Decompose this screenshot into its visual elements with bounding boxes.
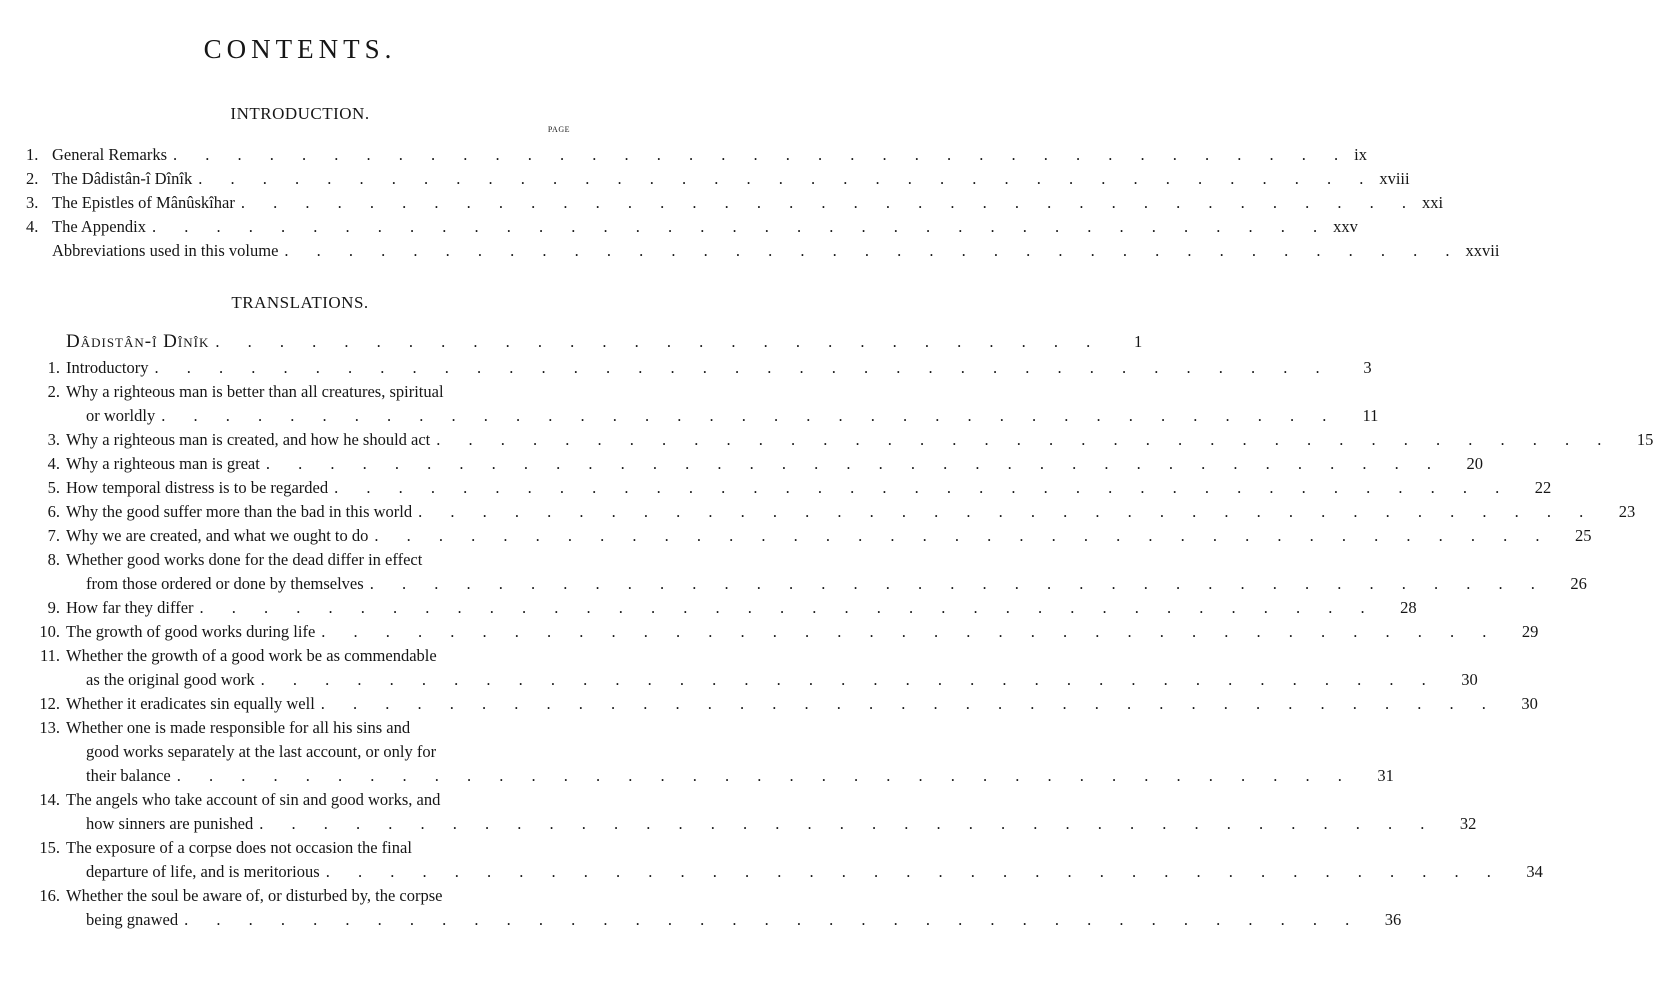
entry-title-line: Whether it eradicates sin equally well	[66, 694, 315, 713]
entry-number: 16.	[39, 886, 60, 905]
entry-title-line: Whether the soul be aware of, or disturbed by, the corpse	[66, 886, 443, 905]
entry-title-line: or worldly	[86, 406, 156, 425]
entry-number: 5.	[47, 478, 60, 497]
entry-page-number: xxvii	[1465, 241, 1500, 260]
toc-entry[interactable]	[26, 476, 1552, 500]
entry-number: 4.	[47, 454, 60, 473]
leader-dots: . . . . . . . . . . . . . . . . . . . . . . . . . . . . . . . . . . . . .	[240, 193, 1418, 212]
translations-heading: TRANSLATIONS.	[231, 293, 369, 312]
entry-number: 7.	[47, 526, 60, 545]
entry-title-line: Why a righteous man is created, and how he should act	[66, 430, 431, 449]
entry-number: 4.	[26, 217, 39, 236]
entry-title-line: how sinners are punished	[86, 814, 254, 833]
toc-entry[interactable]	[26, 143, 1367, 167]
entry-number: 9.	[47, 598, 60, 617]
entry-title-line: Whether one is made responsible for all his sins and	[66, 718, 411, 737]
entry-title: General Remarks	[52, 145, 167, 164]
entry-page-number: 29	[1521, 622, 1539, 641]
leader-dots: . . . . . . . . . . . . . . . . . . . . . . . . . . . . . . . . . . . . .	[369, 574, 1547, 593]
toc-entry[interactable]	[26, 716, 1394, 788]
leader-dots: . . . . . . . . . . . . . . . . . . . . . . . . . . . . . . . . . . . . .	[161, 406, 1339, 425]
entry-title-line: How far they differ	[66, 598, 194, 617]
leader-dots: . . . . . . . . . . . . . . . . . . . . . . . . . . . . . . . . . . . . .	[265, 454, 1443, 473]
leader-dots: . . . . . . . . . . . . . . . . . . . . . . . . . . . . . . . . . . . . .	[284, 241, 1462, 260]
toc-entry[interactable]	[26, 548, 1587, 596]
toc-entry[interactable]	[26, 356, 1372, 380]
toc-entry[interactable]	[26, 452, 1483, 476]
entry-number: 2.	[47, 382, 60, 401]
leader-dots: . . . . . . . . . . . . . . . . . . . . . . . . . . . . . . . . . . . . .	[260, 670, 1438, 689]
toc-entry[interactable]	[26, 884, 1402, 932]
page-column-label: PAGE	[547, 125, 570, 134]
leader-dots: . . . . . . . . . . . . . . . . . . . . . . . . . . . . . . . . . . . . .	[320, 694, 1498, 713]
toc-entry[interactable]	[26, 500, 1636, 524]
entry-number: 11.	[39, 646, 60, 665]
entry-title-line: Why a righteous man is great	[66, 454, 260, 473]
entry-title-line: as the original good work	[86, 670, 255, 689]
entry-number: 3.	[47, 430, 60, 449]
page-title: CONTENTS.	[203, 34, 397, 64]
entry-title: The Epistles of Mânûskîhar	[52, 193, 235, 212]
leader-dots: . . . . . . . . . . . . . . . . . . . . . . . . . . . . . . . . . . . . .	[151, 217, 1330, 236]
entry-number: 8.	[47, 550, 60, 569]
entry-page-number: xxi	[1421, 193, 1444, 212]
leader-dots: . . . . . . . . . . . . . . . . . . . . . . . . . . . . . . . . . . . . .	[199, 598, 1377, 617]
book-page-number: 1	[1133, 332, 1143, 351]
leader-dots: . . . . . . . . . . . . . . . . . . . . . . . . . . . . . . . . . . . . .	[176, 766, 1354, 785]
entry-title: The Dâdistân-î Dînîk	[52, 169, 193, 188]
entry-number: 1.	[47, 358, 60, 377]
entry-number: 2.	[26, 169, 39, 188]
toc-entry[interactable]	[26, 788, 1477, 836]
entry-number: 13.	[39, 718, 60, 737]
entry-title-line: their balance	[86, 766, 171, 785]
entry-title: The Appendix	[52, 217, 146, 236]
entry-page-number: 20	[1466, 454, 1483, 473]
translations-list	[26, 328, 1653, 932]
entry-title-line: from those ordered or done by themselves	[86, 574, 364, 593]
entry-page-number: 15	[1636, 430, 1653, 449]
entry-title-line: Why the good suffer more than the bad in this world	[66, 502, 413, 521]
entry-title-line: Whether good works done for the dead differ in effect	[66, 550, 423, 569]
toc-entry[interactable]	[26, 239, 1500, 263]
toc-entry[interactable]	[26, 215, 1358, 239]
toc-entry[interactable]	[26, 692, 1538, 716]
entry-number: 1.	[26, 145, 39, 164]
entry-page-number: 25	[1575, 526, 1592, 545]
leader-dots: . . . . . . . . . . . . . . . . . . . . . . . . . . . . . . . . . . . . .	[198, 169, 1376, 188]
introduction-list	[26, 143, 1500, 263]
entry-title-line: The angels who take account of sin and good works, and	[66, 790, 441, 809]
leader-dots: . . . . . . . . . . . . . . . . . . . . . . . . . . . . . . . . . . . . .	[184, 910, 1362, 929]
entry-page-number: 31	[1377, 766, 1394, 785]
toc-entry[interactable]	[26, 596, 1417, 620]
entry-page-number: 23	[1618, 502, 1636, 521]
entry-number: 14.	[39, 790, 60, 809]
entry-page-number: 34	[1526, 862, 1543, 881]
entry-page-number: 26	[1570, 574, 1587, 593]
entry-title-line: Introductory	[66, 358, 149, 377]
toc-entry[interactable]	[26, 620, 1539, 644]
entry-number: 12.	[39, 694, 60, 713]
toc-entry[interactable]	[26, 644, 1478, 692]
entry-page-number: 22	[1534, 478, 1552, 497]
toc-entry[interactable]	[26, 191, 1444, 215]
toc-entry[interactable]	[26, 380, 1379, 428]
leader-dots: . . . . . . . . . . . . . . . . . . . . . . . . . . . . . . . . . . . . .	[259, 814, 1437, 833]
leader-dots: . . . . . . . . . . . . . . . . . . . . . . . . . . . . . . . . . . . . .	[436, 430, 1614, 449]
entry-title-line: Whether the growth of a good work be as commendable	[66, 646, 437, 665]
introduction-heading: INTRODUCTION.	[230, 104, 370, 123]
entry-page-number: ix	[1354, 145, 1367, 164]
entry-page-number: 3	[1363, 358, 1372, 377]
entry-title-line: How temporal distress is to be regarded	[66, 478, 329, 497]
book-title: Dâdistân-î Dînîk	[66, 331, 210, 352]
entry-title-line: The exposure of a corpse does not occasion the final	[66, 838, 412, 857]
entry-page-number: 11	[1362, 406, 1379, 425]
entry-page-number: 32	[1459, 814, 1477, 833]
leader-dots: . . . . . . . . . . . . . . . . . . . . . . . . . . . . . . . . . . . . .	[418, 502, 1596, 521]
leader-dots: . . . . . . . . . . . . . . . . . . . . . . . . . . . . . . . . . . . . .	[334, 478, 1512, 497]
entry-page-number: 30	[1461, 670, 1478, 689]
leader-dots: . . . . . . . . . . . . . . . . . . . . . . . . . . . . . . . . . . . . .	[374, 526, 1552, 545]
toc-entry[interactable]	[26, 524, 1592, 548]
entry-title-line: good works separately at the last account, or only for	[86, 742, 437, 761]
toc-entry[interactable]	[26, 836, 1543, 884]
entry-title-line: departure of life, and is meritorious	[86, 862, 320, 881]
toc-entry[interactable]	[26, 167, 1410, 191]
entry-page-number: 28	[1400, 598, 1417, 617]
entry-number: 10.	[39, 622, 60, 641]
entry-number: 6.	[47, 502, 60, 521]
leader-dots: . . . . . . . . . . . . . . . . . . . . . . . . . . . . . . . . . . . . .	[173, 145, 1351, 164]
leader-dots: . . . . . . . . . . . . . . . . . . . . . . . . . . . .	[215, 332, 1103, 351]
leader-dots: . . . . . . . . . . . . . . . . . . . . . . . . . . . . . . . . . . . . .	[154, 358, 1332, 377]
book-title-entry[interactable]	[26, 328, 1143, 356]
leader-dots: . . . . . . . . . . . . . . . . . . . . . . . . . . . . . . . . . . . . .	[325, 862, 1503, 881]
entry-title-line: Why a righteous man is better than all creatures, spiritual	[66, 382, 444, 401]
entry-title-line: The growth of good works during life	[66, 622, 316, 641]
entry-page-number: xviii	[1379, 169, 1410, 188]
entry-page-number: 36	[1384, 910, 1402, 929]
toc-entry[interactable]	[26, 428, 1653, 452]
entry-title-line: Why we are created, and what we ought to do	[66, 526, 369, 545]
entry-number: 15.	[39, 838, 60, 857]
entry-title: Abbreviations used in this volume	[52, 241, 279, 260]
leader-dots: . . . . . . . . . . . . . . . . . . . . . . . . . . . . . . . . . . . . .	[321, 622, 1499, 641]
entry-number: 3.	[26, 193, 39, 212]
entry-title-line: being gnawed	[86, 910, 179, 929]
entry-page-number: 30	[1521, 694, 1538, 713]
entry-page-number: xxv	[1333, 217, 1358, 236]
